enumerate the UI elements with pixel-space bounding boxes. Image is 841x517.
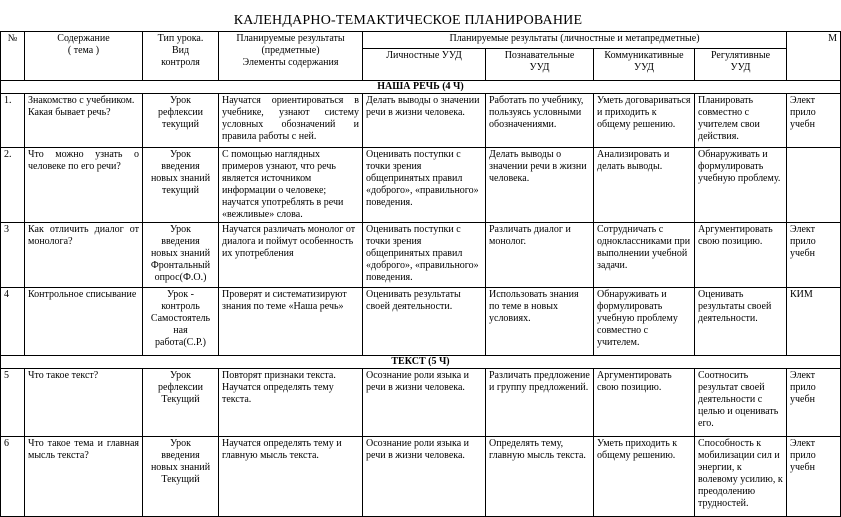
table-row	[1, 94, 841, 148]
row-subject-results: Научатся ориентироваться в учебнике, узнают систему условных обозначений и правила работы с ней.	[219, 94, 363, 148]
section-header: НАША РЕЧЬ (4 Ч)	[1, 81, 841, 94]
row-topic: Что можно узнать о человеке по его речи?	[25, 148, 143, 223]
row-topic: Что такое тема и главная мысль текста?	[25, 437, 143, 517]
row-personal: Оценивать поступки с точки зрения общепринятых правил «доброго», «правильного» поведения.	[363, 223, 486, 288]
col-header-communicative: Коммуникативные УУД	[594, 49, 695, 81]
table-row	[1, 148, 841, 223]
row-personal: Оценивать поступки с точки зрения общепринятых правил «доброго», «правильного» поведения.	[363, 148, 486, 223]
row-number: 2.	[1, 148, 25, 223]
row-regulative: Планировать совместно с учителем свои действия.	[695, 94, 787, 148]
row-topic: Знакомство с учебником. Какая бывает речь?	[25, 94, 143, 148]
row-subject-results: С помощью наглядных примеров узнают, что речь является источником информации о человеке; научатся употреблять в речи «вежливые» слова.	[219, 148, 363, 223]
row-subject-results: Научатся определять тему и главную мысль текста.	[219, 437, 363, 517]
row-cognitive: Работать по учебнику, пользуясь условными обозначениями.	[486, 94, 594, 148]
col-header-meta-results-group: Планируемые результаты (личностные и метапредметные)	[363, 32, 787, 49]
row-subject-results: Проверят и систематизируют знания по теме «Наша речь»	[219, 288, 363, 356]
row-topic: Как отличить диалог от монолога?	[25, 223, 143, 288]
col-header-lesson-type: Тип урока. Вид контроля	[143, 32, 219, 81]
section-header: ТЕКСТ (5 Ч)	[1, 356, 841, 369]
row-number: 3	[1, 223, 25, 288]
row-communicative: Анализировать и делать выводы.	[594, 148, 695, 223]
table-row	[1, 437, 841, 517]
row-personal: Оценивать результаты своей деятельности.	[363, 288, 486, 356]
row-regulative: Способность к мобилизации сил и энергии, к волевому усилию, к преодолению трудностей.	[695, 437, 787, 517]
col-header-cut-off: М	[787, 32, 841, 81]
row-number: 6	[1, 437, 25, 517]
col-header-content: Содержание ( тема )	[25, 32, 143, 81]
table-row	[1, 223, 841, 288]
row-personal: Делать выводы о значении речи в жизни человека.	[363, 94, 486, 148]
row-cut-column: Элект прило учебн	[787, 369, 841, 437]
row-cut-column: КИМ	[787, 288, 841, 356]
row-cognitive: Определять тему, главную мысль текста.	[486, 437, 594, 517]
row-lesson-type: Урок рефлексии текущий	[143, 94, 219, 148]
col-header-cognitive: Познавательные УУД	[486, 49, 594, 81]
row-personal: Осознание роли языка и речи в жизни человека.	[363, 369, 486, 437]
row-topic: Контрольное списывание	[25, 288, 143, 356]
row-regulative: Соотносить результат своей деятельности с целью и оценивать его.	[695, 369, 787, 437]
row-lesson-type: Урок - контроль Самостоятель ная работа(С.Р.)	[143, 288, 219, 356]
col-header-personal: Личностные УУД	[363, 49, 486, 81]
row-subject-results: Научатся различать монолог от диалога и поймут особенность их употребления	[219, 223, 363, 288]
row-cut-column	[787, 148, 841, 223]
row-topic: Что такое текст?	[25, 369, 143, 437]
row-cognitive: Использовать знания по теме в новых условиях.	[486, 288, 594, 356]
row-lesson-type: Урок введения новых знаний Текущий	[143, 437, 219, 517]
col-header-subject-results: Планируемые результаты (предметные) Элементы содержания	[219, 32, 363, 81]
row-cut-column: Элект прило учебн	[787, 94, 841, 148]
row-cut-column: Элект прило учебн	[787, 223, 841, 288]
row-number: 5	[1, 369, 25, 437]
row-cognitive: Различать предложение и группу предложений.	[486, 369, 594, 437]
table-row	[1, 369, 841, 437]
row-regulative: Оценивать результаты своей деятельности.	[695, 288, 787, 356]
row-regulative: Аргументировать свою позицию.	[695, 223, 787, 288]
row-communicative: Аргументировать свою позицию.	[594, 369, 695, 437]
col-header-num: №	[1, 32, 25, 81]
row-personal: Осознание роли языка и речи в жизни человека.	[363, 437, 486, 517]
document-title: КАЛЕНДАРНО-ТЕМАКТИЧЕСКОЕ ПЛАНИРОВАНИЕ	[233, 13, 583, 28]
row-lesson-type: Урок рефлексии Текущий	[143, 369, 219, 437]
row-communicative: Сотрудничать с одноклассниками при выполнении учебной задачи.	[594, 223, 695, 288]
row-number: 4	[1, 288, 25, 356]
row-communicative: Обнаруживать и формулировать учебную проблему совместно с учителем.	[594, 288, 695, 356]
table-row	[1, 288, 841, 356]
row-subject-results: Повторят признаки текста. Научатся определять тему текста.	[219, 369, 363, 437]
row-regulative: Обнаруживать и формулировать учебную проблему.	[695, 148, 787, 223]
row-cognitive: Делать выводы о значении речи в жизни человека.	[486, 148, 594, 223]
row-communicative: Уметь приходить к общему решению.	[594, 437, 695, 517]
row-cut-column: Элект прило учебн	[787, 437, 841, 517]
row-lesson-type: Урок введения новых знаний Фронтальный опрос(Ф.О.)	[143, 223, 219, 288]
row-cognitive: Различать диалог и монолог.	[486, 223, 594, 288]
row-communicative: Уметь договариваться и приходить к общему решению.	[594, 94, 695, 148]
planning-table	[0, 31, 841, 517]
col-header-regulative: Регулятивные УУД	[695, 49, 787, 81]
row-lesson-type: Урок введения новых знаний текущий	[143, 148, 219, 223]
row-number: 1.	[1, 94, 25, 148]
